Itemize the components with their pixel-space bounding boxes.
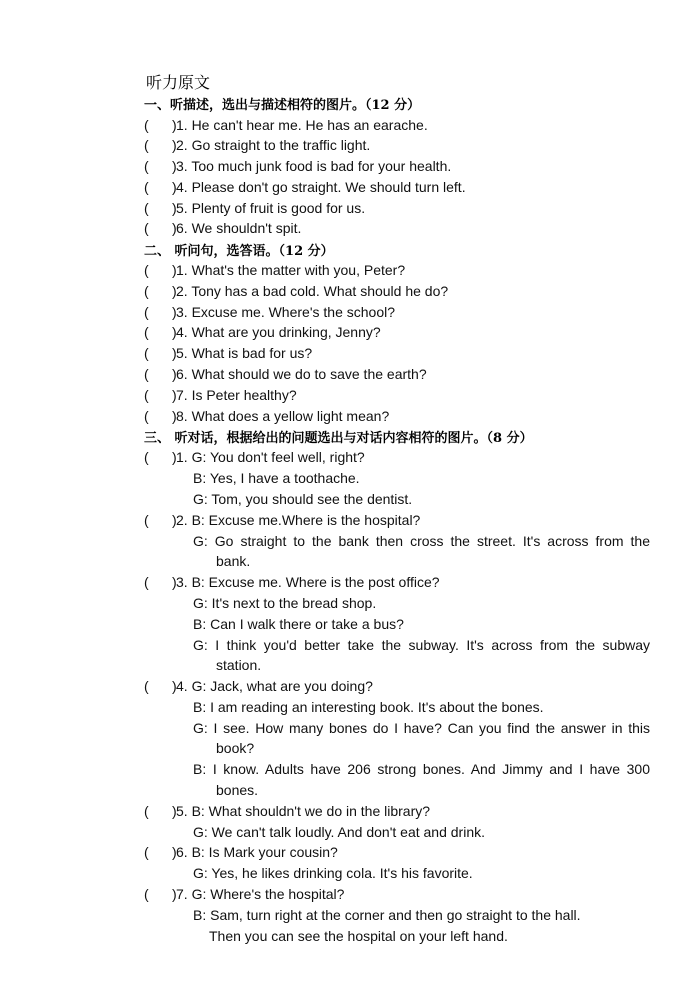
dialog-5-first-line: 5. B: What shouldn't we do in the library?: [176, 803, 431, 819]
page-title: 听力原文: [146, 73, 211, 92]
dialog-1-line: B: Yes, I have a toothache.: [193, 470, 360, 486]
s2-item-8: 8. What does a yellow light mean?: [176, 408, 390, 424]
dialog-7-line: B: Sam, turn right at the corner and then go straight to the hall.: [193, 907, 581, 923]
dialog-6-line: G: Yes, he likes drinking cola. It's his favorite.: [193, 865, 473, 881]
dialog-7-line: Then you can see the hospital on your left hand.: [209, 928, 508, 944]
dialog-4-first-line: 4. G: Jack, what are you doing?: [176, 678, 373, 694]
section-1-heading: 一、听描述，选出与描述相符的图片。（12 分）: [144, 98, 421, 113]
s2-item-6: 6. What should we do to save the earth?: [176, 366, 427, 382]
dialog-2-line: bank.: [216, 553, 251, 569]
answer-blank: ( ): [144, 220, 177, 236]
answer-blank: ( ): [144, 408, 177, 424]
dialog-2-line: G: Go straight to the bank then cross the street. It's across from the: [193, 533, 650, 549]
dialog-7-first-line: 7. G: Where's the hospital?: [176, 886, 345, 902]
answer-blank: ( ): [144, 366, 177, 382]
s2-item-1: 1. What's the matter with you, Peter?: [176, 262, 406, 278]
s2-item-3: 3. Excuse me. Where's the school?: [176, 304, 395, 320]
dialog-4-line: bones.: [216, 782, 259, 798]
answer-blank: ( ): [144, 844, 177, 860]
dialog-3-line: G: I think you'd better take the subway. It's across from the subway: [193, 637, 650, 653]
answer-blank: ( ): [144, 512, 177, 528]
s1-item-4: 4. Please don't go straight. We should turn left.: [176, 179, 466, 195]
dialog-3-line: station.: [216, 657, 262, 673]
s1-item-2: 2. Go straight to the traffic light.: [176, 137, 371, 153]
dialog-2-first-line: 2. B: Excuse me.Where is the hospital?: [176, 512, 421, 528]
dialog-4-line: B: I know. Adults have 206 strong bones. And Jimmy and I have 300: [193, 761, 650, 777]
answer-blank: ( ): [144, 449, 177, 465]
answer-blank: ( ): [144, 387, 177, 403]
answer-blank: ( ): [144, 137, 177, 153]
section-3-heading: 三、 听对话，根据给出的问题选出与对话内容相符的图片。（8 分）: [144, 431, 533, 446]
answer-blank: ( ): [144, 803, 177, 819]
answer-blank: ( ): [144, 200, 177, 216]
dialog-6-first-line: 6. B: Is Mark your cousin?: [176, 844, 338, 860]
dialog-1-line: G: Tom, you should see the dentist.: [193, 491, 413, 507]
section-2-heading: 二、 听问句，选答语。（12 分）: [144, 244, 334, 259]
answer-blank: ( ): [144, 262, 177, 278]
s2-item-4: 4. What are you drinking, Jenny?: [176, 324, 381, 340]
answer-blank: ( ): [144, 886, 177, 902]
answer-blank: ( ): [144, 324, 177, 340]
answer-blank: ( ): [144, 179, 177, 195]
answer-blank: ( ): [144, 678, 177, 694]
s1-item-6: 6. We shouldn't spit.: [176, 220, 302, 236]
s1-item-3: 3. Too much junk food is bad for your health.: [176, 158, 452, 174]
dialog-4-line: book?: [216, 740, 255, 756]
dialog-4-line: B: I am reading an interesting book. It's about the bones.: [193, 699, 544, 715]
s2-item-7: 7. Is Peter healthy?: [176, 387, 297, 403]
dialog-4-line: G: I see. How many bones do I have? Can you find the answer in this: [193, 720, 650, 736]
s2-item-2: 2. Tony has a bad cold. What should he do?: [176, 283, 449, 299]
s1-item-1: 1. He can't hear me. He has an earache.: [176, 117, 428, 133]
s1-item-5: 5. Plenty of fruit is good for us.: [176, 200, 366, 216]
answer-blank: ( ): [144, 283, 177, 299]
dialog-1-first-line: 1. G: You don't feel well, right?: [176, 449, 365, 465]
dialog-3-line: G: It's next to the bread shop.: [193, 595, 377, 611]
answer-blank: ( ): [144, 345, 177, 361]
dialog-5-line: G: We can't talk loudly. And don't eat and drink.: [193, 824, 485, 840]
dialog-3-first-line: 3. B: Excuse me. Where is the post office?: [176, 574, 440, 590]
s2-item-5: 5. What is bad for us?: [176, 345, 313, 361]
answer-blank: ( ): [144, 158, 177, 174]
answer-blank: ( ): [144, 304, 177, 320]
dialog-3-line: B: Can I walk there or take a bus?: [193, 616, 404, 632]
answer-blank: ( ): [144, 117, 177, 133]
answer-blank: ( ): [144, 574, 177, 590]
